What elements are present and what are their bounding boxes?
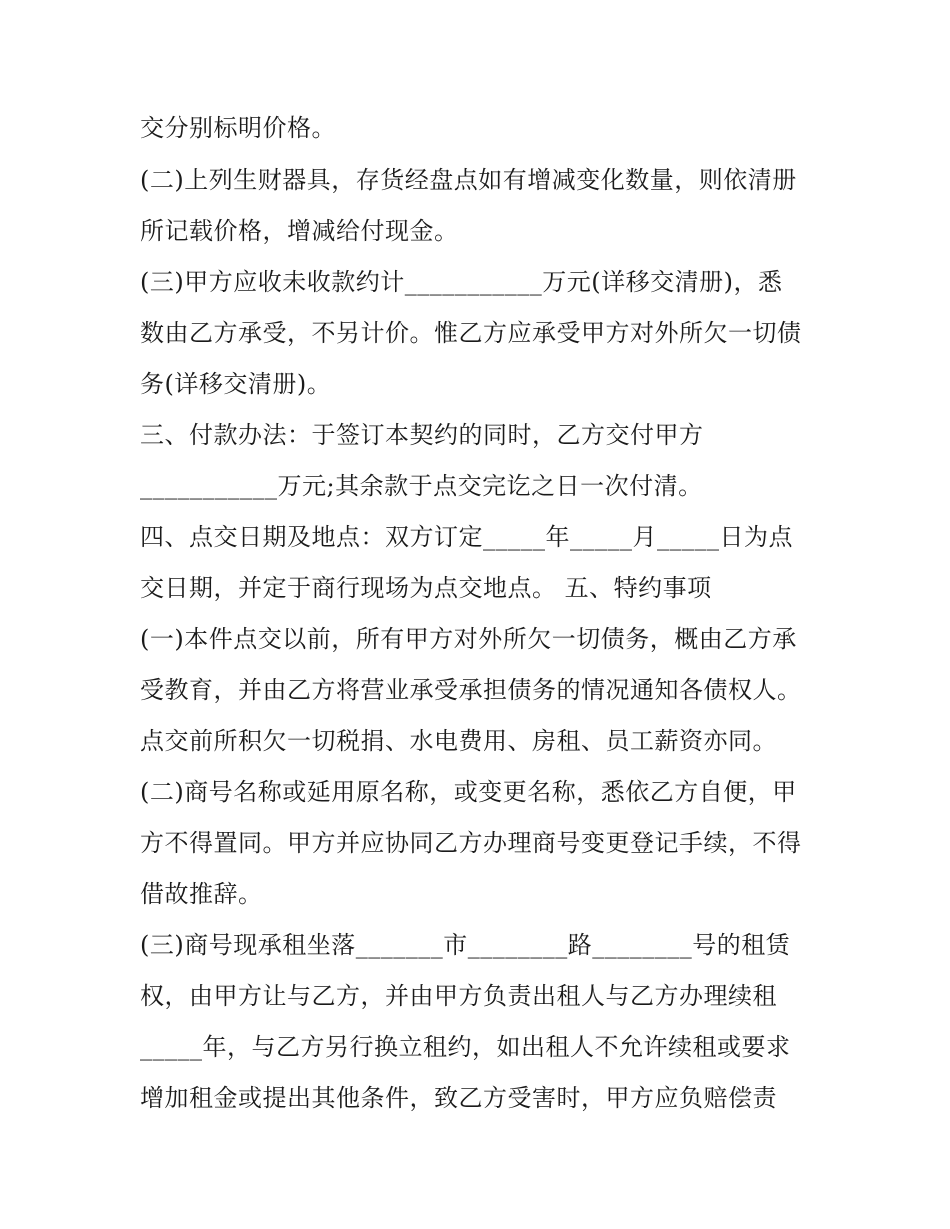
text-line: 四、点交日期及地点：双方订定_____年_____月_____日为点 — [140, 523, 793, 551]
text-line: 受教育，并由乙方将营业承受承担债务的情况通知各债权人。 — [140, 676, 802, 704]
text-line: 增加租金或提出其他条件，致乙方受害时，甲方应负赔偿责 — [140, 1084, 777, 1112]
text-line: (一)本件点交以前，所有甲方对外所欠一切债务，概由乙方承 — [140, 625, 797, 653]
text-line: 三、付款办法：于签订本契约的同时，乙方交付甲方 — [140, 421, 704, 449]
text-line: _____年，与乙方另行换立租约，如出租人不允许续租或要求 — [140, 1033, 791, 1061]
text-line: 交日期，并定于商行现场为点交地点。 五、特约事项 — [140, 574, 712, 602]
text-line: (二)上列生财器具，存货经盘点如有增减变化数量，则依清册 — [140, 166, 797, 194]
text-line: (三)商号现承租坐落_______市________路________号的租赁 — [140, 931, 791, 959]
text-line: 所记载价格，增减给付现金。 — [140, 217, 459, 245]
text-line: 点交前所积欠一切税捐、水电费用、房租、员工薪资亦同。 — [140, 727, 777, 755]
text-line: 数由乙方承受，不另计价。惟乙方应承受甲方对外所欠一切债 — [140, 319, 802, 347]
text-line: (三)甲方应收未收款约计___________万元(详移交清册)，悉 — [140, 268, 783, 296]
text-line: 务(详移交清册)。 — [140, 370, 332, 398]
text-line: (二)商号名称或延用原名称，或变更名称，悉依乙方自便，甲 — [140, 778, 797, 806]
text-line: 交分别标明价格。 — [140, 114, 336, 142]
text-line: ___________万元;其余款于点交完讫之日一次付清。 — [140, 472, 703, 500]
text-line: 借故推辞。 — [140, 880, 263, 908]
text-line: 方不得置同。甲方并应协同乙方办理商号变更登记手续，不得 — [140, 829, 802, 857]
text-line: 权，由甲方让与乙方，并由甲方负责出租人与乙方办理续租 — [140, 982, 777, 1010]
